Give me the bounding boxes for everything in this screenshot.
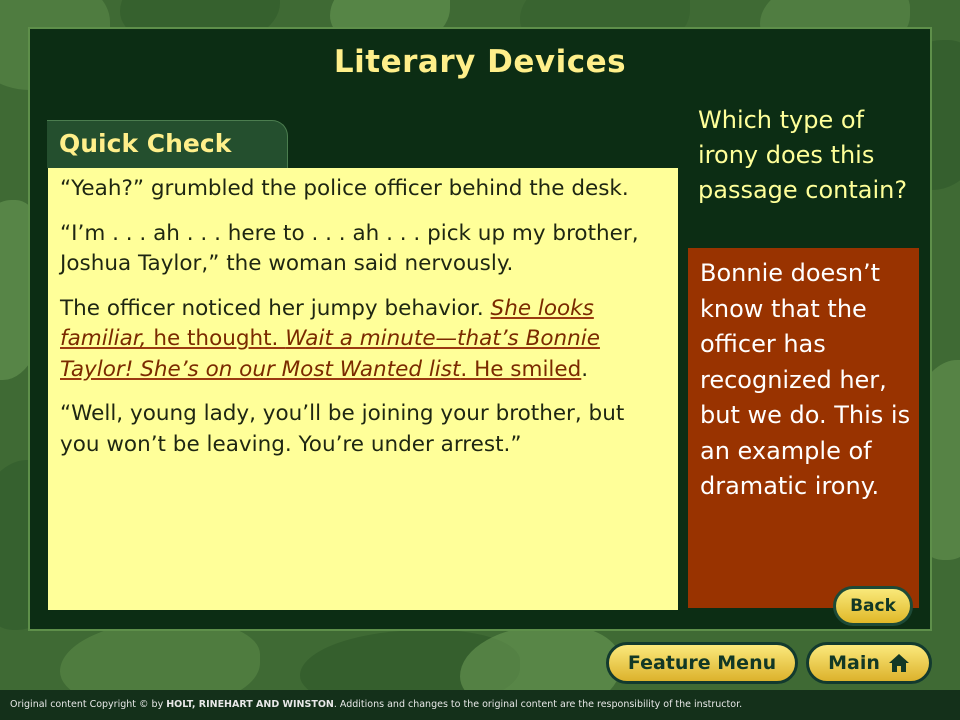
copyright-footer <box>0 690 960 720</box>
home-icon <box>888 652 910 674</box>
answer-box: Bonnie doesn’t know that the officer has recognized her, but we do. This is an example of dramatic irony. <box>688 248 919 608</box>
passage-p3-smiled: . He smiled <box>460 356 582 382</box>
publisher-name: HOLT, RINEHART AND WINSTON <box>166 699 334 710</box>
passage-p3-lead: The officer noticed her jumpy behavior. <box>60 295 491 321</box>
main-label: Main <box>828 652 880 674</box>
passage-paragraph-1: “Yeah?” grumbled the police officer behind the desk. <box>60 176 629 201</box>
question-text: Which type of irony does this passage contain? <box>698 106 908 204</box>
footer-text-after: . Additions and changes to the original content are the responsibility of the instructor. <box>333 699 743 710</box>
passage-p3-thought-tag: he thought. <box>146 326 286 351</box>
passage-p3-thought-2: Wait a minute—that’s Bonnie Taylor! She’s on our Most Wanted list <box>60 326 600 382</box>
passage-p3-thought-1: She looks familiar, <box>60 295 594 351</box>
back-button[interactable]: Back <box>833 586 913 626</box>
passage-paragraph-2: “I’m . . . ah . . . here to . . . ah . . . pick up my brother, Joshua Taylor,” the woman said nervously. <box>60 220 639 276</box>
main-button[interactable] <box>806 642 932 684</box>
footer-text-before: Original content Copyright © by <box>10 699 167 710</box>
passage-p3-end: . <box>581 356 589 382</box>
passage-paragraph-3 <box>60 294 666 386</box>
passage-paragraph-4: “Well, young lady, you’ll be joining your brother, but you won’t be leaving. You’re under arrest.” <box>60 401 625 457</box>
quick-check-label: Quick Check <box>59 129 232 158</box>
feature-menu-label: Feature Menu <box>627 652 777 674</box>
quick-check-tab <box>47 120 288 168</box>
feature-menu-button[interactable] <box>606 642 798 684</box>
passage-box <box>48 168 678 610</box>
slide-title: Literary Devices <box>333 44 627 80</box>
